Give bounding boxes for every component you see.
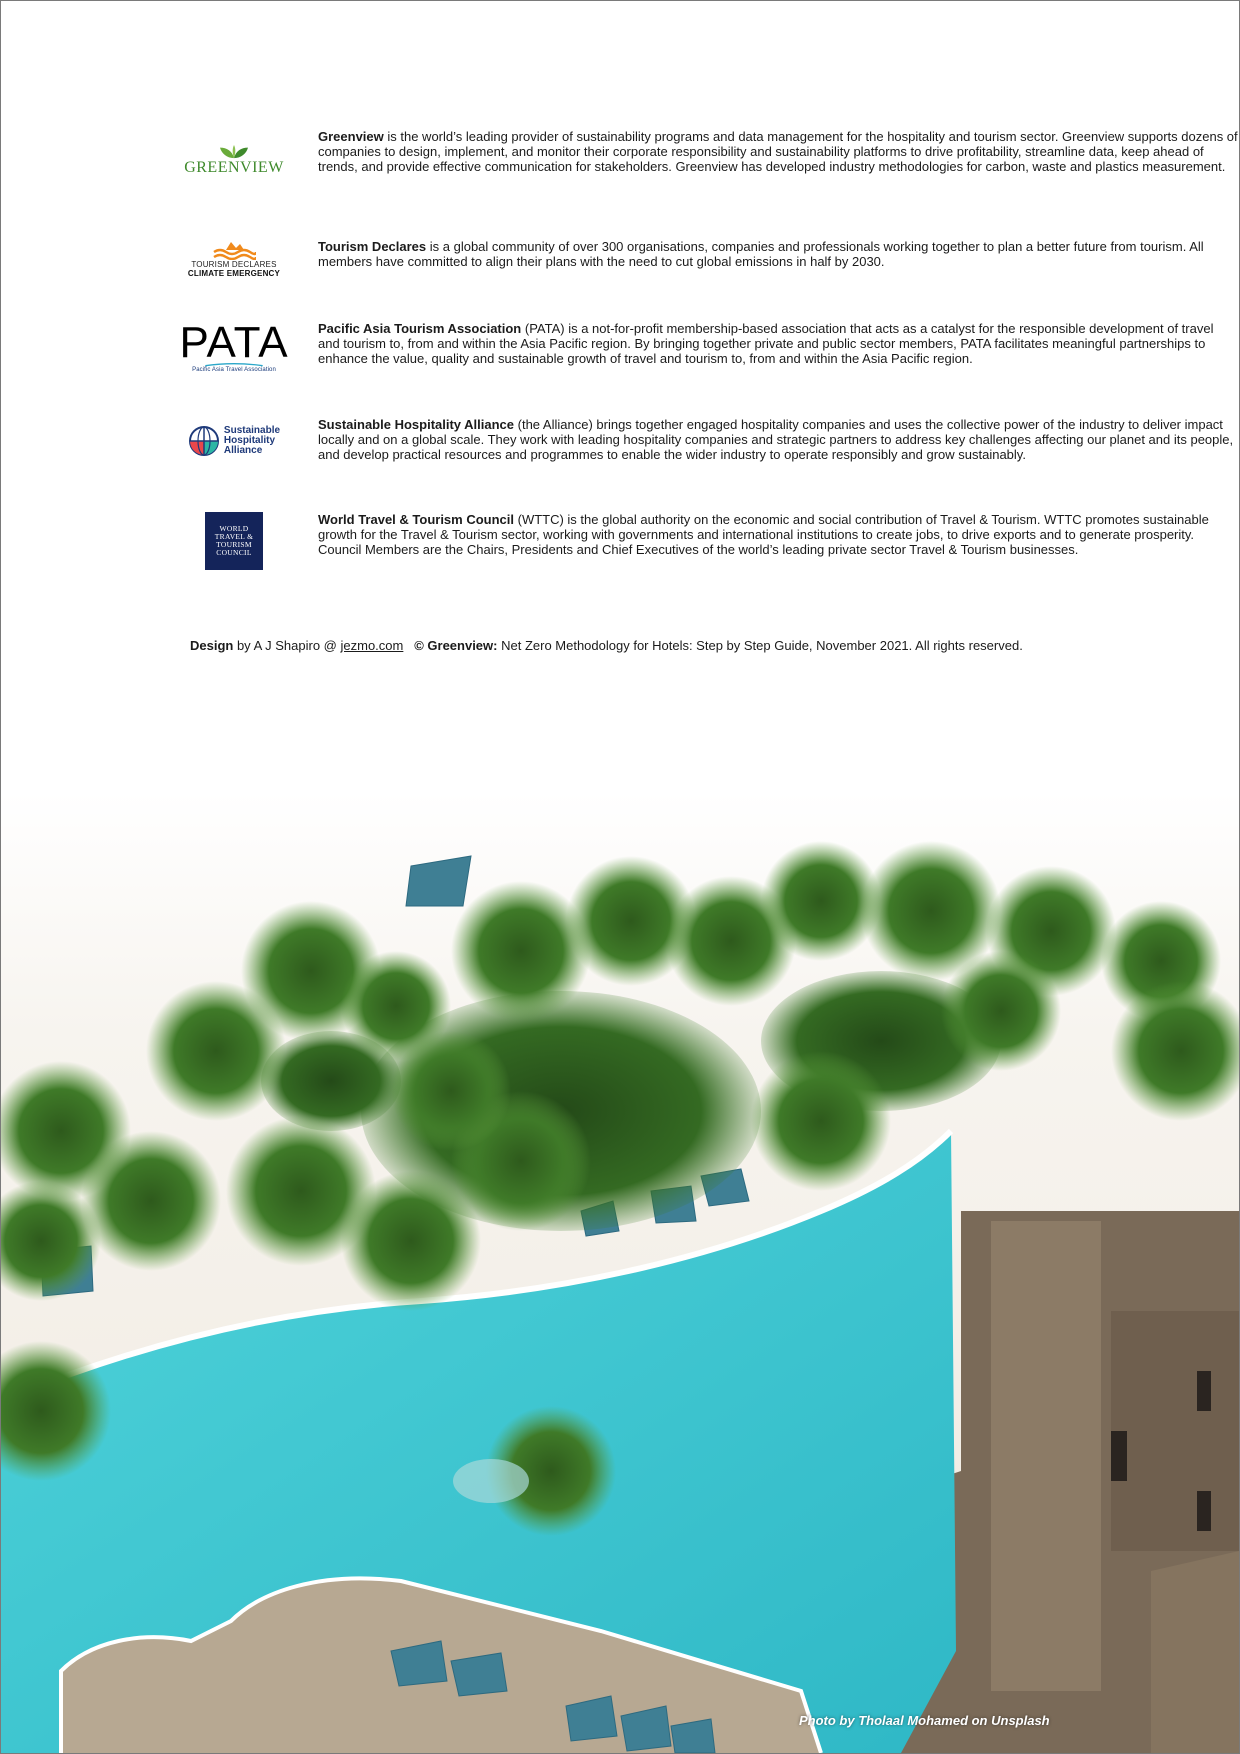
pata-wordmark: PATA [179,318,289,367]
wttc-logo-line2: TRAVEL & [214,532,254,541]
sha-logo-line2: Hospitality [223,435,276,446]
org-text: is a global community of over 300 organisations, companies and professionals working together to plan a better future from tourism. All members have committed to align their plans with the need to cut global emissions in half by 2030. [318,239,1204,269]
copyright-text: Net Zero Methodology for Hotels: Step by Step Guide, November 2021. All rights reserved. [497,638,1023,653]
design-credit [190,638,1090,653]
tourism-declares-logo-line1: TOURISM DECLARES [191,260,277,269]
org-description [318,321,1238,366]
globe-icon [188,425,220,457]
org-text: is the world’s leading provider of sustainability programs and data management for the hospitality and tourism sector. Greenview supports dozens of companies to design, implement, and monitor their corporate responsibility and sustainability platforms to drive profitability, streamline data, keep ahead of trends, and provide effective communication for stakeholders. Greenview has developed industry methodologies for carbon, waste and plastics measurement. [318,129,1238,174]
wttc-logo [186,512,282,570]
org-text: (WTTC) is the global authority on the economic and social contribution of Travel & Tourism. WTTC promotes sustainable growth for the Travel & Tourism sector, working with governments and international institutions to create jobs, to drive exports and to generate prosperity. Council Members are the Chairs, Presidents and Chief Executives of the world’s leading private sector Travel & Tourism businesses. [318,512,1209,557]
org-description [318,512,1238,557]
wttc-logo-line4: COUNCIL [216,548,252,557]
org-name: Greenview [318,129,384,144]
wttc-logo-line3: TOURISM [216,540,252,549]
sha-logo-line3: Alliance [223,445,263,456]
leaf-icon [216,145,252,159]
sha-logo-line1: Sustainable [223,425,281,436]
org-description [318,239,1238,269]
greenview-logo [186,145,282,177]
tourism-declares-logo-line2: CLIMATE EMERGENCY [187,269,281,278]
design-label: Design [190,638,234,653]
org-text: (the Alliance) brings together engaged hospitality companies and uses the collective power of the industry to deliver impact locally and on a global scale. They work with leading hospitality companies and strategic partners to address key challenges affecting our planet and its people, and develop practical resources and programmes to enable the wider industry to operate responsibly and grow sustainably. [318,417,1234,462]
org-name: Pacific Asia Tourism Association [318,321,522,336]
greenview-wordmark: GREENVIEW [184,159,284,176]
org-description [318,417,1238,462]
design-by-text: by A J Shapiro @ [233,638,341,653]
copyright-label: © Greenview: [414,638,498,653]
resort-aerial-photo [1,791,1239,1753]
pata-logo-subtitle: Pacific Asia Travel Association [192,367,276,373]
org-name: World Travel & Tourism Council [318,512,514,527]
designer-link[interactable]: jezmo.com [340,638,404,653]
sha-logo [186,419,282,463]
wave-sun-icon [212,240,256,260]
org-name: Sustainable Hospitality Alliance [318,417,515,432]
tourism-declares-logo [186,237,282,281]
photo-credit: Photo by Tholaal Mohamed on Unsplash [799,1713,1050,1728]
wttc-logo-line1: WORLD [219,524,249,533]
org-text: (PATA) is a not-for-profit membership-based association that acts as a catalyst for the responsible development of travel and tourism to, from and within the Asia Pacific region. By bringing together private and public sector members, PATA facilitates meaningful partnerships to enhance the value, quality and sustainable growth of travel and tourism to, from and within the Asia Pacific region. [318,321,1214,366]
org-description [318,129,1238,174]
org-name: Tourism Declares [318,239,427,254]
pata-logo [179,318,289,373]
